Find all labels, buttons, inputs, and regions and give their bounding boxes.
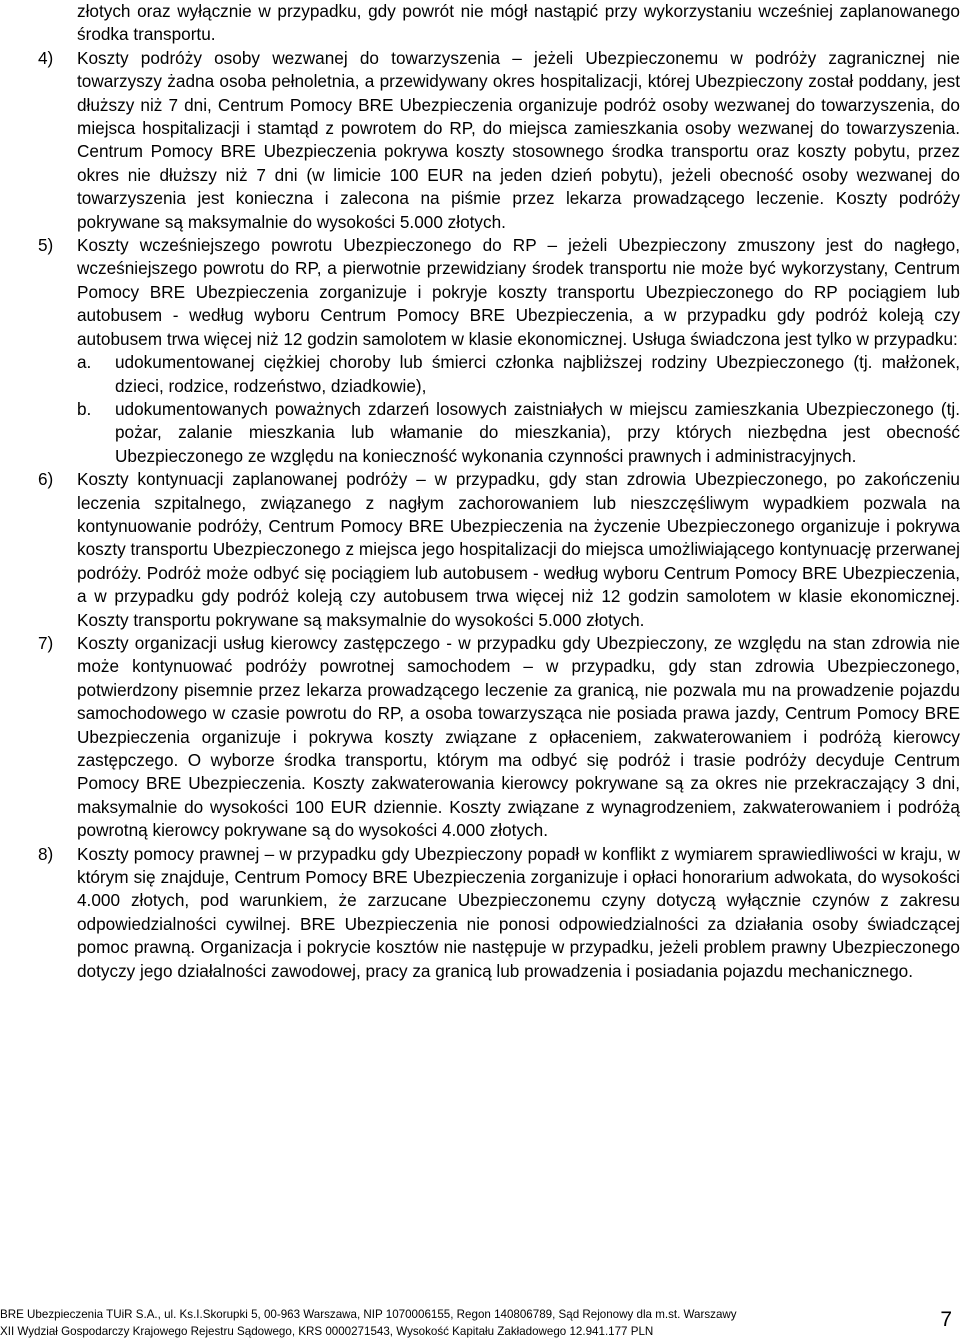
item-number: 5) xyxy=(38,235,54,256)
item-text: Koszty wcześniejszego powrotu Ubezpieczonego do RP – jeżeli Ubezpieczony zmuszony jest do nagłego, wcześniejszego powrotu do RP, a pierwotnie przewidziany środek transportu nie może być wykorzystany, Centrum Pomocy BRE Ubezpieczenia zorganizuje i pokryje koszty transportu Ubezpieczonego do RP pociągiem lub autobusem - według wyboru Centrum Pomocy BRE Ubezpieczenia, a w przypadku gdy podróż koleją czy autobusem trwa więcej niż 12 godzin samolotem w klasie ekonomicznej. Usługa świadczona jest tylko w przypadku: xyxy=(77,235,960,349)
item-text: Koszty pomocy prawnej – w przypadku gdy Ubezpieczony popadł w konflikt z wymiarem sprawiedliwości w kraju, w którym się znajduje, Centrum Pomocy BRE Ubezpieczenia zorganizuje i opłaci honorarium adwokata, do wysokości 4.000 złotych, pod warunkiem, że zarzucane Ubezpieczonemu czyny dotyczą wyłącznie czynów z zakresu odpowiedzialności cywilnej. BRE Ubezpieczenia nie ponosi odpowiedzialności za działania osoby świadczącej pomoc prawną. Organizacja i pokrycie kosztów nie następuje w przypadku, jeżeli problem prawny Ubezpieczonego dotyczy jego działalności zawodowej, pracy za granicą lub prowadzenia i posiadania pojazdu mechanicznego. xyxy=(77,843,960,981)
list-item-4 xyxy=(38,47,960,234)
list-item-5 xyxy=(38,234,960,468)
continuation-paragraph: złotych oraz wyłącznie w przypadku, gdy powrót nie mógł nastąpić przy wykorzystaniu wcześniej zaplanowanego środka transportu. xyxy=(77,1,960,45)
item-content xyxy=(77,234,960,468)
page-footer xyxy=(0,1306,930,1340)
list-item-6 xyxy=(38,468,960,632)
item-number: 8) xyxy=(38,843,54,864)
footer-line-1: BRE Ubezpieczenia TUiR S.A., ul. Ks.I.Skorupki 5, 00-963 Warszawa, NIP 1070006155, Regon 140806789, Sąd Rejonowy dla m.st. Warszawy xyxy=(0,1308,737,1321)
item-number: 7) xyxy=(38,632,54,653)
item-text: Koszty kontynuacji zaplanowanej podróży – w przypadku, gdy stan zdrowia Ubezpieczonego, po zakończeniu leczenia szpitalnego, związanego z nagłym zachorowaniem lub nieszczęśliwym wypadkiem pozwala na kontynuowanie podróży, Centrum Pomocy BRE Ubezpieczenia na życzenie Ubezpieczonego organizuje i pokrywa koszty transportu Ubezpieczonego z miejsca jego hospitalizacji do miejsca umożliwiającego kontynuację przerwanej podróży. Podróż może odbyć się pociągiem lub autobusem - według wyboru Centrum Pomocy BRE Ubezpieczenia, a w przypadku gdy podróż koleją czy autobusem trwa więcej niż 12 godzin samolotem w klasie ekonomicznej. Koszty transportu pokrywane są maksymalnie do wysokości 5.000 złotych. xyxy=(77,469,960,630)
subitem-text: udokumentowanych poważnych zdarzeń losowych zaistniałych w miejscu zamieszkania Ubezpieczonego (tj. pożar, zalanie mieszkania lub włamanie do mieszkania), przy których niezbędna jest obecność Ubezpieczonego ze względu na konieczność wykonania czynności prawnych i administracyjnych. xyxy=(115,398,960,466)
list-item-8 xyxy=(38,843,960,983)
subitem-letter: a. xyxy=(77,352,92,373)
item-number: 6) xyxy=(38,469,54,490)
item-text: Koszty podróży osoby wezwanej do towarzyszenia – jeżeli Ubezpieczonemu w podróży zagranicznej nie towarzyszy żadna osoba pełnoletnia, a przewidywany okres hospitalizacji, której Ubezpieczony został poddany, jest dłuższy niż 7 dni, Centrum Pomocy BRE Ubezpieczenia organizuje podróż osoby wezwanej do towarzyszenia, do miejsca hospitalizacji i stamtąd z powrotem do RP, do miejsca zamieszkania osoby wezwanej do towarzyszenia. Centrum Pomocy BRE Ubezpieczenia pokrywa koszty stosownego środka transportu oraz koszty pobytu, przez okres nie dłuższy niż 7 dni (w limicie 100 EUR na jeden dzień pobytu), jeżeli obecność osoby wezwanej do towarzyszenia jest konieczna i zalecona na piśmie przez lekarza prowadzącego leczenie. Koszty podróży pokrywane są maksymalnie do wysokości 5.000 złotych. xyxy=(77,47,960,232)
list-item-7 xyxy=(38,632,960,843)
page-number: 7 xyxy=(940,1308,952,1331)
subitem-a xyxy=(77,351,960,398)
footer-line-2: XII Wydział Gospodarczy Krajowego Rejestru Sądowego, KRS 0000271543, Wysokość Kapitału Zakładowego 12.941.177 PLN xyxy=(0,1325,654,1338)
item-number: 4) xyxy=(38,47,54,68)
subitem-text: udokumentowanej ciężkiej choroby lub śmierci członka najbliższej rodziny Ubezpieczonego (tj. małżonek, dzieci, rodzice, rodzeństwo, dziadkowie), xyxy=(115,352,960,396)
subitem-letter: b. xyxy=(77,398,92,419)
item-text: Koszty organizacji usług kierowcy zastępczego - w przypadku gdy Ubezpieczony, ze względu na stan zdrowia nie może kontynuować podróży powrotnej samochodem – w przypadku, gdy stan zdrowia Ubezpieczonego, potwierdzony pisemnie przez lekarza prowadzącego leczenie za granicą, nie pozwala mu na prowadzenie pojazdu samochodowego w czasie powrotu do RP, a osoba towarzysząca nie posiada prawa jazdy, Centrum Pomocy BRE Ubezpieczenia organizuje i pokrywa koszty związane z opłaceniem, zakwaterowaniem i podróżą kierowcy zastępczego. O wyborze środka transportu, którym ma odbyć się podróż i trasie podróży decyduje Centrum Pomocy BRE Ubezpieczenia. Koszty zakwaterowania kierowcy pokrywane są za okres nie przekraczający 3 dni, maksymalnie do wysokości 100 EUR dziennie. Koszty związane z wynagrodzeniem, zakwaterowaniem i podróżą powrotną kierowcy pokrywane są do wysokości 4.000 złotych. xyxy=(77,632,960,841)
subitem-b xyxy=(77,398,960,468)
document-body xyxy=(38,0,960,983)
